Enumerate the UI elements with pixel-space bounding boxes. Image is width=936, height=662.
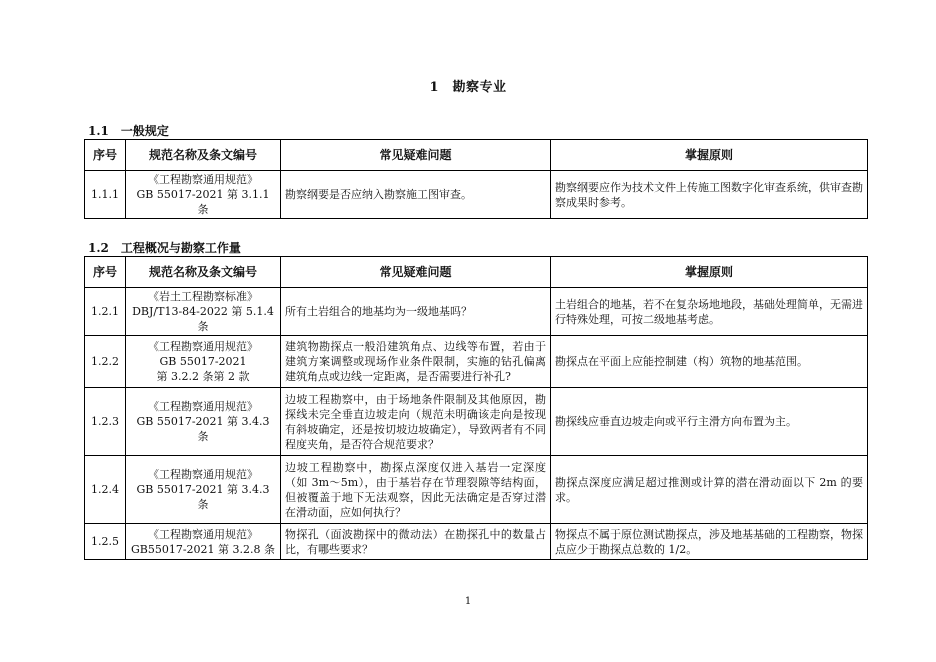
- standard-clause: GB 55017-2021 第 3.4.3 条: [136, 483, 270, 511]
- row-principle: 勘察纲要应作为技术文件上传施工图数字化审查系统，供审查勘察成果时参考。: [551, 171, 868, 219]
- header-question: 常见疑难问题: [281, 140, 551, 171]
- row-standard: [126, 388, 281, 456]
- header-principle: 掌握原则: [551, 257, 868, 288]
- row-standard: [126, 171, 281, 219]
- header-question: 常见疑难问题: [281, 257, 551, 288]
- table-header-row: [85, 140, 868, 171]
- chapter-title: 1 勘察专业: [429, 80, 507, 95]
- standard-name: 《岩土工程勘察标准》: [148, 290, 258, 303]
- page-number: 1: [464, 596, 472, 607]
- row-standard: [126, 456, 281, 524]
- table-row: [85, 524, 868, 560]
- row-standard: [126, 336, 281, 388]
- row-principle: 勘探线应垂直边坡走向或平行主滑方向布置为主。: [551, 388, 868, 456]
- row-principle: 勘探点深度应满足超过推测或计算的潜在滑动面以下 2m 的要求。: [551, 456, 868, 524]
- table-row: [85, 171, 868, 219]
- row-question: 物探孔（面波勘探中的微动法）在勘探孔中的数量占比，有哪些要求？: [281, 524, 551, 560]
- header-no: 序号: [85, 140, 126, 171]
- row-no: 1.2.2: [85, 336, 126, 388]
- table-general-rules: [84, 139, 868, 219]
- standard-clause: GB 55017-2021 第 3.1.1 条: [136, 188, 270, 216]
- row-no: 1.2.5: [85, 524, 126, 560]
- table-row: [85, 336, 868, 388]
- row-principle: 物探点不属于原位测试勘探点，涉及地基基础的工程勘察，物探点应少于勘探点总数的 1/2。: [551, 524, 868, 560]
- standard-name: 《工程勘察通用规范》: [148, 527, 258, 541]
- standard-name: 《工程勘察通用规范》: [148, 340, 258, 353]
- table-row: [85, 456, 868, 524]
- section-title-general: 1.1 一般规定: [88, 124, 169, 138]
- row-question: 边坡工程勘察中，勘探点深度仅进入基岩一定深度（如 3m～5m），由于基岩存在节理裂隙等结构面，但被覆盖于地下无法观察，因此无法确定是否穿过潜在滑动面，应如何执行？: [281, 456, 551, 524]
- standard-clause: GB55017-2021 第 3.2.8 条: [130, 542, 276, 556]
- table-row: [85, 288, 868, 336]
- row-question: 边坡工程勘察中，由于场地条件限制及其他原因，勘探线未完全垂直边坡走向（规范未明确该走向是按现有斜坡确定，还是按切坡边坡确定），导致两者有不同程度夹角，是否符合规范要求？: [281, 388, 551, 456]
- standard-name: 《工程勘察通用规范》: [148, 173, 258, 186]
- row-no: 1.2.1: [85, 288, 126, 336]
- standard-clause: DBJ/T13-84-2022 第 5.1.4 条: [132, 305, 274, 333]
- table-row: [85, 388, 868, 456]
- section-title-overview: 1.2 工程概况与勘察工作量: [88, 241, 241, 255]
- standard-code: GB 55017-2021: [159, 355, 247, 368]
- row-question: 建筑物勘探点一般沿建筑角点、边线等布置，若由于建筑方案调整或现场作业条件限制，实施的钻孔偏离建筑角点或边线一定距离，是否需要进行补孔?: [281, 336, 551, 388]
- row-no: 1.1.1: [85, 171, 126, 219]
- header-standard: 规范名称及条文编号: [126, 257, 281, 288]
- header-no: 序号: [85, 257, 126, 288]
- row-no: 1.2.4: [85, 456, 126, 524]
- standard-clause: 第 3.2.2 条第 2 款: [156, 370, 250, 383]
- row-standard: [126, 288, 281, 336]
- row-question: 勘察纲要是否应纳入勘察施工图审查。: [281, 171, 551, 219]
- header-standard: 规范名称及条文编号: [126, 140, 281, 171]
- standard-name: 《工程勘察通用规范》: [148, 468, 258, 481]
- row-principle: 土岩组合的地基，若不在复杂场地地段，基础处理简单，无需进行特殊处理，可按二级地基考虑。: [551, 288, 868, 336]
- header-principle: 掌握原则: [551, 140, 868, 171]
- standard-clause: GB 55017-2021 第 3.4.3 条: [136, 415, 270, 443]
- row-principle: 勘探点在平面上应能控制建（构）筑物的地基范围。: [551, 336, 868, 388]
- row-question: 所有土岩组合的地基均为一级地基吗？: [281, 288, 551, 336]
- table-header-row: [85, 257, 868, 288]
- standard-name: 《工程勘察通用规范》: [148, 400, 258, 413]
- row-no: 1.2.3: [85, 388, 126, 456]
- row-standard: [126, 524, 281, 560]
- table-overview-workload: [84, 256, 868, 560]
